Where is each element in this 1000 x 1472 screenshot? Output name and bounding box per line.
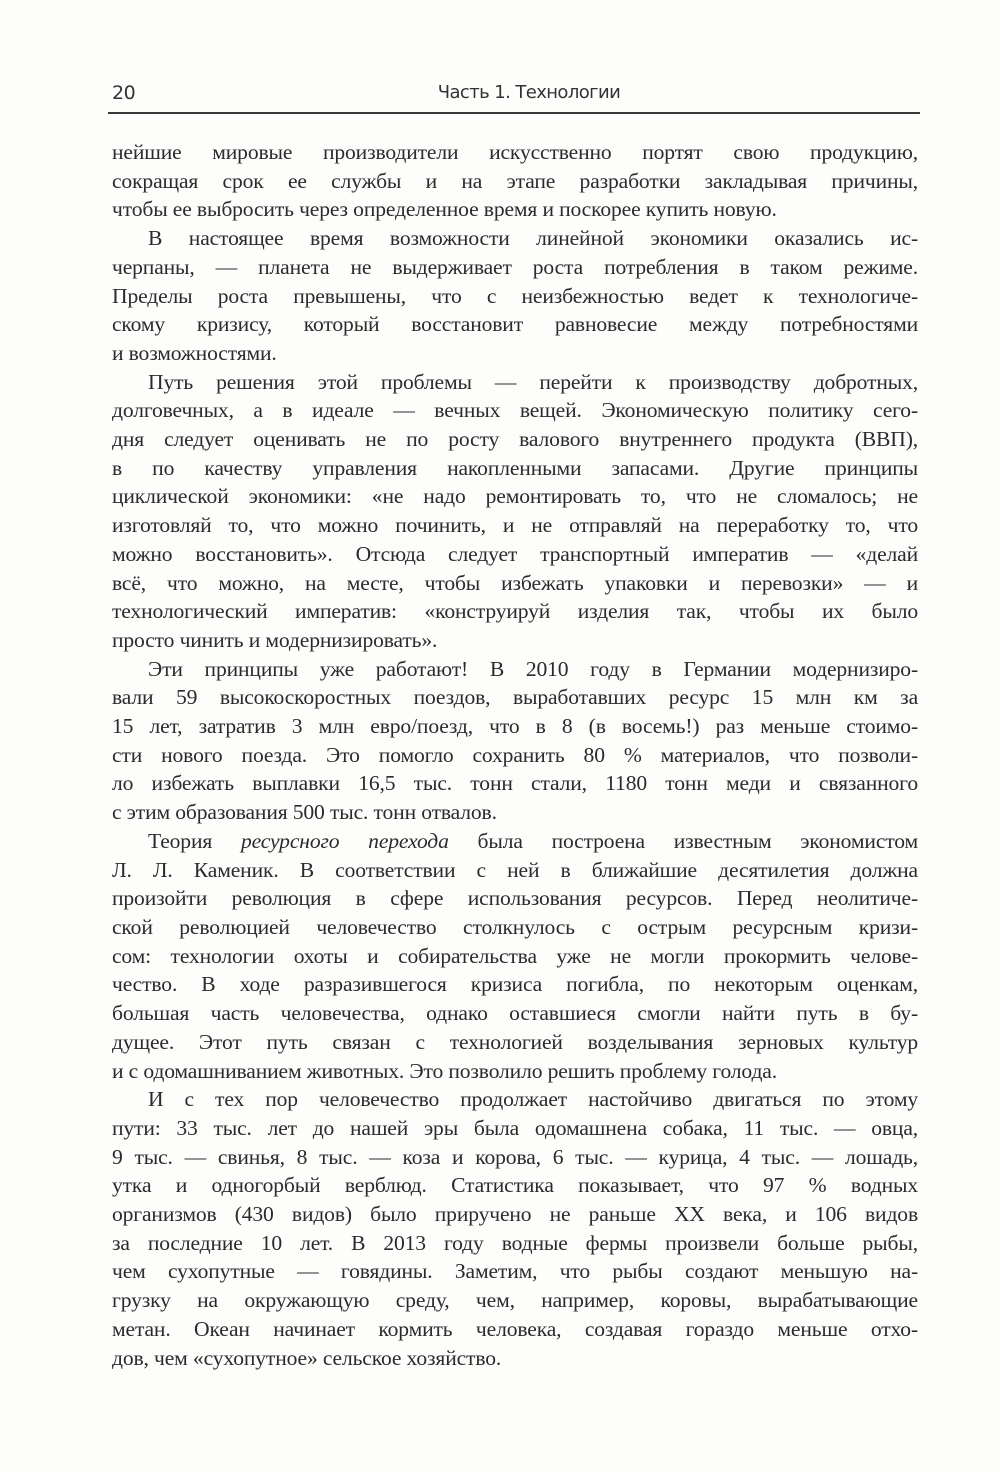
text-line: дня следует оценивать не по росту валового внутреннего продукта (ВВП), (112, 427, 918, 452)
text-line: ло избежать выплавки 16,5 тыс. тонн стали, 1180 тонн меди и связанного (112, 771, 918, 796)
text-line: долговечных, а в идеале — вечных вещей. Экономическую политику сего- (112, 398, 918, 423)
chapter-title: Часть 1. Технологии (437, 82, 621, 103)
text-line: черпаны, — планета не выдерживает роста потребления в таком режиме. (112, 254, 918, 279)
text-line: дов, чем «сухопутное» сельское хозяйство. (112, 1345, 502, 1370)
text-line: произойти революция в сфере использования ресурсов. Перед неолитиче- (112, 886, 918, 911)
text-line: циклической экономики: «не надо ремонтировать то, что не сломалось; не (112, 484, 918, 509)
text-line: сти нового поезда. Это помогло сохранить 80 % материалов, что позволи- (112, 742, 918, 767)
text-line: утка и одногорбый верблюд. Статистика показывает, что 97 % водных (112, 1173, 918, 1198)
text-line: В настоящее время возможности линейной экономики оказались ис- (148, 226, 918, 251)
text-line: 9 тыс. — свинья, 8 тыс. — коза и корова, 6 тыс. — курица, 4 тыс. — лошадь, (112, 1144, 918, 1169)
text-line: метан. Океан начинает кормить человека, создавая гораздо меньше отхо- (112, 1316, 918, 1341)
text-line: и возможностями. (112, 340, 277, 365)
text-line: чем сухопутные — говядины. Заметим, что рыбы создают меньшую на- (112, 1259, 918, 1284)
paragraph (112, 655, 918, 827)
text-line: чество. В ходе разразившегося кризиса погибла, по некоторым оценкам, (112, 972, 918, 997)
body-text (112, 138, 918, 1372)
text-line: Эти принципы уже работают! В 2010 году в Германии модернизиро- (148, 656, 918, 681)
text-line: просто чинить и модернизировать». (112, 627, 438, 652)
text-line: всё, что можно, на месте, чтобы избежать упаковки и перевозки» — и (112, 570, 918, 595)
text-line: большая часть человечества, однако оставшиеся смогли найти путь в бу- (112, 1001, 918, 1026)
text-run: Теория (148, 828, 241, 853)
text-line: ской революцией человечество столкнулось с острым ресурсным кризи- (112, 914, 918, 939)
paragraph (112, 224, 918, 368)
text-line (112, 827, 918, 856)
text-line: с этим образования 500 тыс. тонн отвалов. (112, 800, 497, 825)
text-line: И с тех пор человечество продолжает настойчиво двигаться по этому (148, 1087, 918, 1112)
paragraph (112, 1085, 918, 1372)
text-line: Л. Л. Каменик. В соответствии с ней в ближайшие десятилетия должна (112, 857, 918, 882)
italic-term: ресурсного перехода (240, 828, 449, 853)
text-line: сокращая срок ее службы и на этапе разработки закладывая причины, (112, 168, 918, 193)
paragraph (112, 827, 918, 1085)
text-line: вали 59 высокоскоростных поездов, выработавших ресурс 15 млн км за (112, 685, 918, 710)
text-line: можно восстановить». Отсюда следует транспортный императив — «делай (112, 541, 918, 566)
paragraph (112, 368, 918, 655)
text-line: сом: технологии охоты и собирательства уже не могли прокормить челове- (112, 943, 918, 968)
text-line: 15 лет, затратив 3 млн евро/поезд, что в 8 (в восемь!) раз меньше стоимо- (112, 714, 918, 739)
text-line: Пределы роста превышены, что с неизбежностью ведет к технологиче- (112, 283, 918, 308)
text-line: изготовляй то, что можно починить, и не отправляй на переработку то, что (112, 513, 918, 538)
text-line: организмов (430 видов) было приручено не раньше XX века, и 106 видов (112, 1202, 918, 1227)
text-line: скому кризису, который восстановит равновесие между потребностями (112, 312, 918, 337)
text-line: за последние 10 лет. В 2013 году водные фермы произвели больше рыбы, (112, 1230, 918, 1255)
text-line: чтобы ее выбросить через определенное время и поскорее купить новую. (112, 197, 777, 222)
text-line: в по качеству управления накопленными запасами. Другие принципы (112, 455, 918, 480)
text-line: и с одомашниванием животных. Это позволило решить проблему голода. (112, 1058, 777, 1083)
text-line: технологический императив: «конструируй изделия так, чтобы их было (112, 599, 918, 624)
text-run: была построена известным экономистом (448, 828, 919, 853)
text-line: нейшие мировые производители искусственно портят свою продукцию, (112, 140, 918, 164)
text-line: дущее. Этот путь связан с технологией возделывания зерновых культур (112, 1029, 918, 1054)
page-number: 20 (112, 82, 136, 104)
paragraph (112, 138, 918, 224)
running-head (108, 78, 920, 114)
text-line: пути: 33 тыс. лет до нашей эры была одомашнена собака, 11 тыс. — овца, (112, 1115, 918, 1140)
text-line: грузку на окружающую среду, чем, например, коровы, вырабатывающие (112, 1288, 918, 1313)
text-line: Путь решения этой проблемы — перейти к производству добротных, (148, 369, 918, 394)
